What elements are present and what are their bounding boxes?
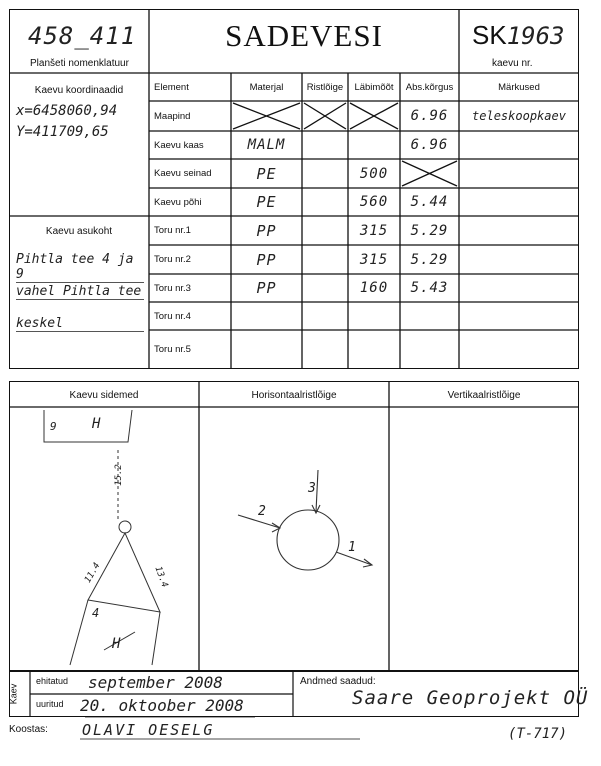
location-label: Kaevu asukoht [45, 226, 113, 237]
col-header-abs-korgus: Abs.kõrgus [405, 81, 454, 93]
row-labimoot: 500 [359, 165, 389, 182]
sketch-four: 4 [92, 606, 100, 620]
form-code: (T-717) [508, 726, 568, 742]
location-line-3: keskel [16, 316, 144, 332]
row-labimoot: 160 [359, 280, 389, 296]
page-title: SADEVESI [225, 18, 383, 53]
row-element: Kaevu kaas [154, 139, 204, 151]
koostas-value: OLAVI OESELG [82, 721, 215, 739]
row-abs: 5.29 [410, 251, 449, 268]
col-header-labimoot: Läbimõõt [354, 81, 394, 93]
uuritud-value: 20. oktoober 2008 [80, 696, 244, 715]
ehitatud-label: ehitatud [36, 676, 69, 686]
row-materjal: MALM [247, 137, 286, 153]
row-element: Toru nr.4 [154, 310, 191, 322]
well-label: kaevu nr. [492, 58, 533, 69]
pipe-label-2: 2 [258, 504, 266, 519]
row-abs: 5.43 [410, 280, 449, 296]
sketch-dist-top: 15.2 [113, 464, 124, 486]
sketch-dist-right: 13.4 [152, 565, 170, 589]
row-materjal: PP [256, 279, 277, 297]
ehitatud-value: september 2008 [88, 673, 223, 692]
row-labimoot: 560 [359, 194, 389, 210]
row-materjal: PP [256, 221, 277, 240]
row-materjal: PE [256, 164, 277, 183]
coord-x: x=6458060,94 [16, 103, 118, 119]
row-materjal: PP [256, 250, 277, 269]
row-labimoot: 315 [359, 222, 389, 239]
sketch-nine: 9 [50, 420, 57, 433]
row-abs: 5.29 [410, 222, 449, 239]
row-element: Toru nr.5 [154, 344, 191, 355]
coords-label: Kaevu koordinaadid [34, 85, 124, 96]
footer-side-label: Kaev [8, 683, 19, 705]
row-element: Toru nr.2 [154, 254, 191, 265]
row-element: Toru nr.3 [154, 282, 191, 294]
col-header-markused: Märkused [498, 81, 540, 93]
row-abs: 5.44 [410, 194, 449, 210]
uuritud-label: uuritud [36, 699, 64, 709]
row-abs: 6.96 [410, 137, 449, 153]
andmed-label: Andmed saadud: [300, 676, 376, 687]
row-markused: teleskoopkaev [472, 109, 566, 123]
sketch-h-top: H [92, 416, 101, 432]
row-labimoot: 315 [359, 251, 389, 268]
location-line-2: vahel Pihtla tee [16, 284, 144, 300]
nomenclature-label: Planšeti nomenklatuur [30, 58, 129, 69]
sketch-label-sidemed: Kaevu sidemed [69, 390, 139, 401]
sketch-label-horisontaal: Horisontaalristlõige [251, 390, 337, 401]
row-materjal: PE [256, 193, 277, 211]
row-element: Kaevu põhi [154, 196, 202, 208]
location-line-1: Pihtla tee 4 ja 9 [16, 252, 144, 283]
andmed-value: Saare Geoprojekt OÜ [352, 687, 589, 709]
sketch-dist-left: 11.4 [83, 561, 103, 585]
sketch-h-bottom: H [112, 636, 121, 652]
nomenclature-value: 458_411 [28, 22, 137, 50]
col-header-materjal: Materjal [249, 81, 284, 93]
well-code-prefix: SK [472, 20, 507, 50]
coord-y: Y=411709,65 [16, 124, 109, 140]
row-abs: 6.96 [410, 108, 449, 124]
row-element: Toru nr.1 [154, 225, 191, 236]
pipe-label-3: 3 [308, 481, 316, 496]
row-element: Kaevu seinad [154, 168, 212, 179]
well-number: 1963 [506, 22, 565, 50]
row-element: Maapind [154, 110, 191, 122]
pipe-label-1: 1 [348, 540, 356, 555]
col-header-element: Element [154, 81, 189, 93]
koostas-label: Koostas: [9, 724, 48, 735]
col-header-ristloige: Ristlõige [306, 81, 344, 93]
sketch-label-vertikaal: Vertikaalristlõige [447, 390, 521, 401]
